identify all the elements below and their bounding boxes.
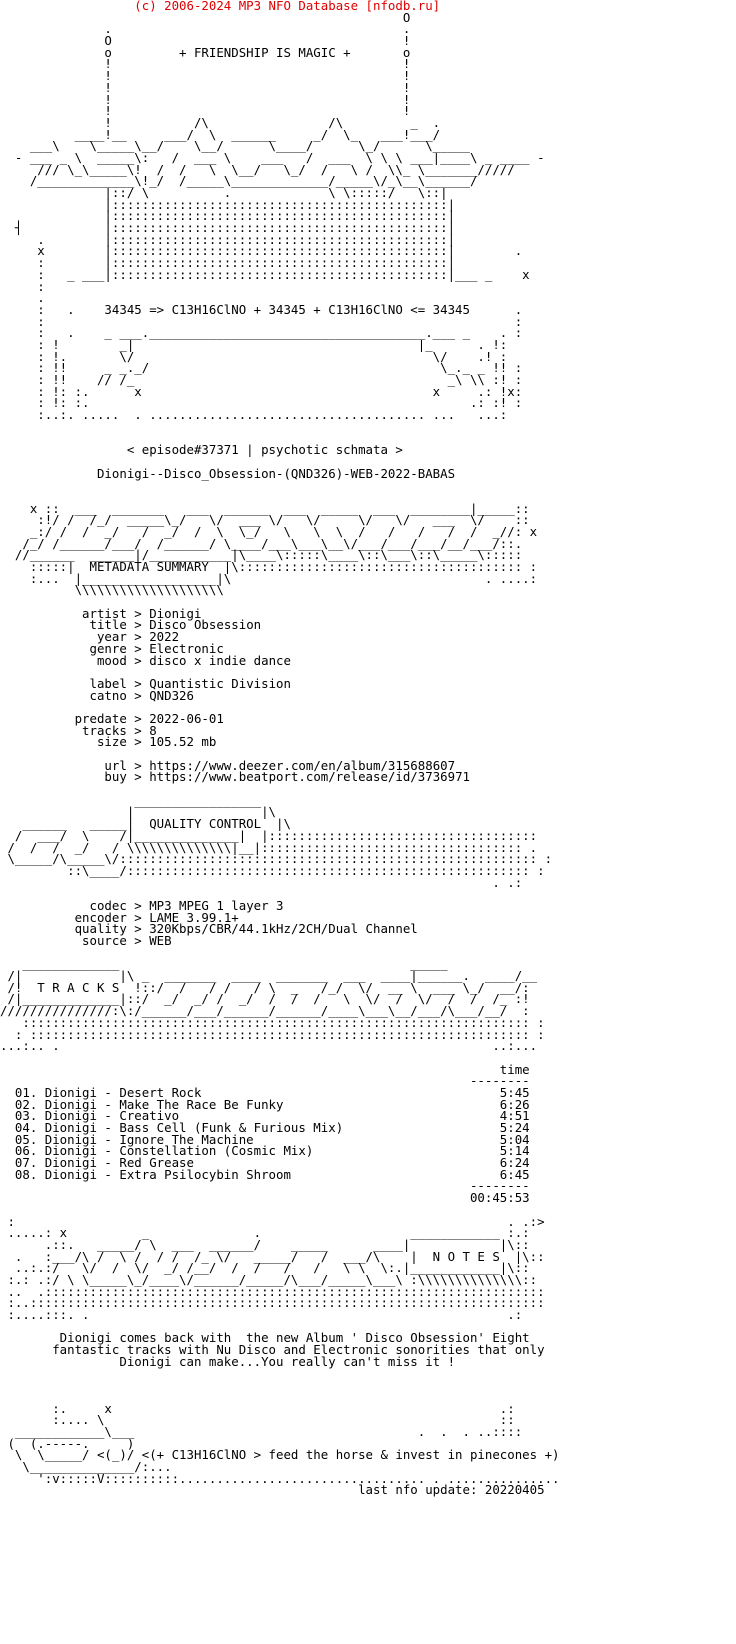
logo-art-line: O <box>0 9 411 25</box>
tracks-banner-line: /! T R A C K S !::/ / / / / \ _ /_/ \/ __ \ ___ \_/ __/: <box>0 979 530 995</box>
logo-art-line: ____!__ ___/ \ ______ _/ \_ ___!___/ <box>0 126 441 142</box>
tracks-banner-line: ...:.. . ..:... <box>0 1038 538 1054</box>
track-row: 08. Dionigi - Extra Psilocybin Shroom 6:45 <box>0 1166 530 1182</box>
field-label: artist <box>0 605 127 621</box>
notes-line: Dionigi can make...You really can't miss it ! <box>0 1353 456 1369</box>
logo-art-line: ! ! <box>0 79 411 95</box>
field-value: LAME 3.99.1+ <box>149 909 239 925</box>
logo-art-line: . . <box>0 21 411 37</box>
field-value: 8 <box>149 722 157 738</box>
field-value: Electronic <box>149 640 224 656</box>
field-label: buy <box>0 769 127 785</box>
field-separator: > <box>126 757 150 773</box>
logo-art-line: O ! <box>0 33 411 49</box>
episode-line: < episode#37371 | psychotic schmata > <box>0 442 403 458</box>
logo-art-line: ! ! <box>0 103 411 119</box>
copyright-header: (c) 2006-2024 MP3 NFO Database [nfodb.ru] <box>0 0 441 13</box>
field-separator: > <box>126 675 150 691</box>
notes-line: fantastic tracks with Nu Disco and Electronic sonorities that only <box>0 1342 545 1358</box>
field-link[interactable]: https://www.deezer.com/en/album/315688607 <box>149 757 456 773</box>
logo-art-line: : !. \/ \/ .! : <box>0 348 508 364</box>
field-separator: > <box>126 897 150 913</box>
total-time: 00:45:53 <box>0 1190 530 1206</box>
quality-banner-line: \_____/\_____\/:::::::::::::::::::::::::::::::::::::::::::::::::::::::: : <box>0 851 553 867</box>
field-separator: > <box>126 629 150 645</box>
field-label: catno <box>0 687 127 703</box>
logo-art-line: : . 34345 => C13H16ClNO + 34345 + C13H16ClNO <= 34345 . <box>0 301 523 317</box>
quality-banner-line: / ___/ \ /|______________| |:::::::::::::::::::::::::::::::::::: <box>0 827 538 843</box>
field-label: source <box>0 933 127 948</box>
logo-art-line: ! ! <box>0 68 411 84</box>
metadata-banner-line: //______ ______|/___________|\____\:::::\____\::\___\::\_____\::::: <box>0 547 523 563</box>
field-separator: > <box>126 652 150 668</box>
field-label: quality <box>0 921 127 937</box>
notes-banner-line: .....: x _ . ____________ :.: <box>0 1225 530 1241</box>
logo-art-line: . |:::::::::::::::::::::::::::::::::::::::::::::| <box>0 231 456 247</box>
field-separator: > <box>126 617 150 633</box>
metadata-banner-line: x :: ___ _______ ___ ______ ___ _____ ___ ________|_____:: <box>0 500 530 516</box>
field-label: url <box>0 757 127 773</box>
notes-banner-line: :.: .:/ \ \_____\_/____\/______/_____/\___/_____\___\ :\\\\\\\\\\\\\\:: <box>0 1271 538 1287</box>
metadata-summary <box>0 605 736 785</box>
field-link[interactable]: https://www.beatport.com/release/id/3736971 <box>149 769 470 785</box>
footer-art-line: \______________/:... <box>0 1458 172 1474</box>
footer-art-line: ':v:::::V::::::::::................................. . ............... <box>0 1470 560 1486</box>
metadata-banner-line: /_/ /______/___/ /______/ \____/___\___\__\/___/___/___/__/___/::. <box>0 535 523 551</box>
field-value: 105.52 mb <box>149 734 217 750</box>
tracks-banner-line: /| |\ _ _______ ____ _______ ___ ____|______. ____/__ <box>0 968 538 984</box>
field-label: size <box>0 734 127 750</box>
metadata-banner-line: :... |__________________|\ . ....: <box>0 570 538 586</box>
tracks-banner-line: :::::::::::::::::::::::::::::::::::::::::::::::::::::::::::::::::::: : <box>0 1014 545 1030</box>
quality-control-list <box>0 897 736 948</box>
track-row: 02. Dionigi - Make The Race Be Funky 6:26 <box>0 1096 530 1112</box>
logo-art-line: : !: :. .: :! : <box>0 395 523 411</box>
footer-ascii-art <box>0 1400 736 1498</box>
logo-art-line: ! ! <box>0 56 411 72</box>
track-row: 06. Dionigi - Constellation (Cosmic Mix) 5:14 <box>0 1143 530 1159</box>
notes-banner-line: ..:.:/ \/ / \/ _/ /__/ / / / / \ \ \:.|____________|\:: <box>0 1260 530 1276</box>
field-value: Dionigi <box>149 605 202 621</box>
divider: -------- <box>0 1073 530 1089</box>
footer-art-line: :.... \ :: <box>0 1412 515 1428</box>
quality-banner-line: / / / _/ / \\\\\\\\\\\\\\|__|::::::::::::::::::::::::::::::::::: . <box>0 839 538 855</box>
field-separator: > <box>126 734 150 750</box>
footer-art-line: :. x .: <box>0 1400 515 1416</box>
field-separator: > <box>126 722 150 738</box>
field-label: codec <box>0 897 127 913</box>
logo-art-line: ┤ |:::::::::::::::::::::::::::::::::::::::::::::| <box>0 220 456 236</box>
metadata-section-banner <box>0 500 736 598</box>
field-value: WEB <box>149 933 172 948</box>
notes-banner-line: . :___/\ / \ / / / /_ \/ _____/ / ___/\ | N O T E S |\:: <box>0 1248 545 1264</box>
field-separator: > <box>126 687 150 703</box>
notes-banner-line: : . .:> <box>0 1213 545 1229</box>
field-label: encoder <box>0 909 127 925</box>
logo-art-line: . <box>0 290 45 306</box>
quality-banner-line: ______ _____| QUALITY CONTROL |\ <box>0 816 291 832</box>
field-label: label <box>0 675 127 691</box>
logo-art-line: /// \_\_____\! / / \ \__/ \_/ / \ / \\_ \_______///// <box>0 161 515 177</box>
field-separator: > <box>126 909 150 925</box>
metadata-row <box>0 687 736 703</box>
footer-art-line: \ \_____/ <(_)/ <(+ C13H16ClNO > feed the horse & invest in pinecones +) <box>0 1447 560 1463</box>
field-label: year <box>0 629 127 645</box>
track-row: 07. Dionigi - Red Grease 6:24 <box>0 1155 530 1171</box>
logo-art-line: : ! _| |_ . !: <box>0 336 508 352</box>
logo-art-line: o + FRIENDSHIP IS MAGIC + o <box>0 44 411 60</box>
field-label: tracks <box>0 722 127 738</box>
logo-art-line: : !: :. x x .: !x: <box>0 383 523 399</box>
track-row: 03. Dionigi - Creativo 4:51 <box>0 1108 530 1124</box>
notes-line: Dionigi comes back with the new Album ' Disco Obsession' Eight <box>0 1330 530 1346</box>
metadata-row <box>0 652 736 668</box>
tracks-banner-line: /|_____________|::/ _/ _/ / _/ / / / \ \/ / \/ / / /_ :! <box>0 991 530 1007</box>
field-value: MP3 MPEG 1 layer 3 <box>149 897 284 913</box>
notes-banner-line: :....:::. . .: <box>0 1307 523 1322</box>
logo-art-line: ! /\ /\ _ . <box>0 114 441 130</box>
metadata-banner-line: \\\\\\\\\\\\\\\\\\\\ <box>0 582 224 598</box>
field-label: title <box>0 617 127 633</box>
metadata-banner-line: :!/ / /_/ _____\_/ \/ ___ \/ \/ \/ \/ ___ \/ :: <box>0 512 530 528</box>
notes-banner-line: .. .::::::::::::::::::::::::::::::::::::::::::::::::::::::::::::::::::: <box>0 1283 545 1299</box>
footer-art-line: last nfo update: 20220405 <box>0 1482 545 1498</box>
field-label: genre <box>0 640 127 656</box>
tracks-banner-line: : ::::::::::::::::::::::::::::::::::::::::::::::::::::::::::::::::::: : <box>0 1026 545 1042</box>
track-row: 01. Dionigi - Desert Rock 5:45 <box>0 1084 530 1100</box>
notes-banner-line: :..::::::::::::::::::::::::::::::::::::::::::::::::::::::::::::::::::::: <box>0 1295 545 1311</box>
footer-art-line: ( (.-----. ) <box>0 1435 135 1451</box>
field-separator: > <box>126 921 150 937</box>
field-value: Quantistic Division <box>149 675 291 691</box>
tracks-section-banner <box>0 958 736 1052</box>
metadata-banner-line: _:/ / / _/ / _/ / \ \_/ \ \ \ / / / / / _//: x <box>0 523 538 539</box>
logo-art-line: - ___ _ \ _____\: / ___ \ ___ / ___ \ \ \ ___|____\ _ ____ - <box>0 149 545 165</box>
logo-art-line: : !! // /_ _\ \\ :! : <box>0 372 523 387</box>
tracks-banner-line: _____________ _____ <box>0 956 448 972</box>
logo-art-line: /_____________\!_/ /_____\_____________/_____\/_\__\______/ <box>0 173 478 189</box>
logo-art-line: : _ ___|:::::::::::::::::::::::::::::::::::::::::::::|___ _ x <box>0 266 530 282</box>
tracks-banner-line: ///////////////:\:/______/___/______/______/____\___\__/___/\___/__/ : <box>0 1003 530 1019</box>
logo-art-line: : : <box>0 313 523 329</box>
field-separator: > <box>126 710 150 726</box>
logo-art-line: ! ! <box>0 91 411 107</box>
quality-banner-line: _________________ <box>0 792 262 808</box>
field-separator: > <box>126 605 150 621</box>
track-row: 04. Dionigi - Bass Cell (Funk & Furious Mix) 5:24 <box>0 1120 530 1135</box>
field-separator: > <box>126 640 150 656</box>
quality-banner-line: ::\____/:::::::::::::::::::::::::::::::::::::::::::::::::::::: : <box>0 862 545 878</box>
quality-row <box>0 935 736 947</box>
quality-banner-line: | |\ <box>0 804 277 820</box>
logo-art-line: : |:::::::::::::::::::::::::::::::::::::::::::::| <box>0 255 456 271</box>
notes-section-banner <box>0 1213 736 1322</box>
field-separator: > <box>126 769 150 785</box>
release-notes <box>0 1332 736 1367</box>
logo-art-line: ___\ \_____\__/ \__/ \____/ \_/ \_____ <box>0 138 470 154</box>
quality-section-banner <box>0 792 736 890</box>
field-value: 2022-06-01 <box>149 710 224 726</box>
tracks-time-header: time <box>0 1061 530 1077</box>
field-label: mood <box>0 652 127 668</box>
tracklist <box>0 1061 736 1206</box>
track-row: 05. Dionigi - Ignore The Machine 5:04 <box>0 1131 530 1147</box>
field-value: Disco Obsession <box>149 617 262 633</box>
metadata-banner-line: :::::| METADATA SUMMARY |\:::::::::::::::::::::::::::::::::::::: : <box>0 559 538 574</box>
logo-art-line: |:::::::::::::::::::::::::::::::::::::::::::::| <box>0 208 456 224</box>
release-name: Dionigi--Disco_Obsession-(QND326)-WEB-2022-BABAS <box>0 465 456 481</box>
logo-art-line: : <box>0 278 45 294</box>
field-value: 320Kbps/CBR/44.1kHz/2CH/Dual Channel <box>149 921 418 937</box>
notes-banner-line: .::. _____/ \ ___ ______/ _____ ____| |\:: <box>0 1236 530 1252</box>
field-value: disco x indie dance <box>149 652 291 668</box>
divider: -------- <box>0 1178 530 1194</box>
logo-art-line: : !! _ _._/ \_._ _ !! : <box>0 360 523 376</box>
logo-art-line: : . _ ___._____________________________________.___ _ . : <box>0 325 523 341</box>
logo-art-line: :..:. ..... . ..................................... ... ...: <box>0 407 508 423</box>
logo-art-line: x |:::::::::::::::::::::::::::::::::::::::::::::| . <box>0 243 523 259</box>
footer-art-line: ____________\___ . . . ..:::: <box>0 1423 523 1439</box>
logo-art-line: |::/ \ . \ \:::::/ \::| <box>0 185 448 200</box>
quality-banner-line: . .: <box>0 874 523 890</box>
metadata-row <box>0 736 736 748</box>
field-value: QND326 <box>149 687 194 703</box>
field-value: 2022 <box>149 629 180 645</box>
field-separator: > <box>126 933 150 948</box>
metadata-row <box>0 771 736 783</box>
field-label: predate <box>0 710 127 726</box>
logo-ascii-art <box>0 9 736 423</box>
logo-art-line: |:::::::::::::::::::::::::::::::::::::::::::::| <box>0 196 456 212</box>
